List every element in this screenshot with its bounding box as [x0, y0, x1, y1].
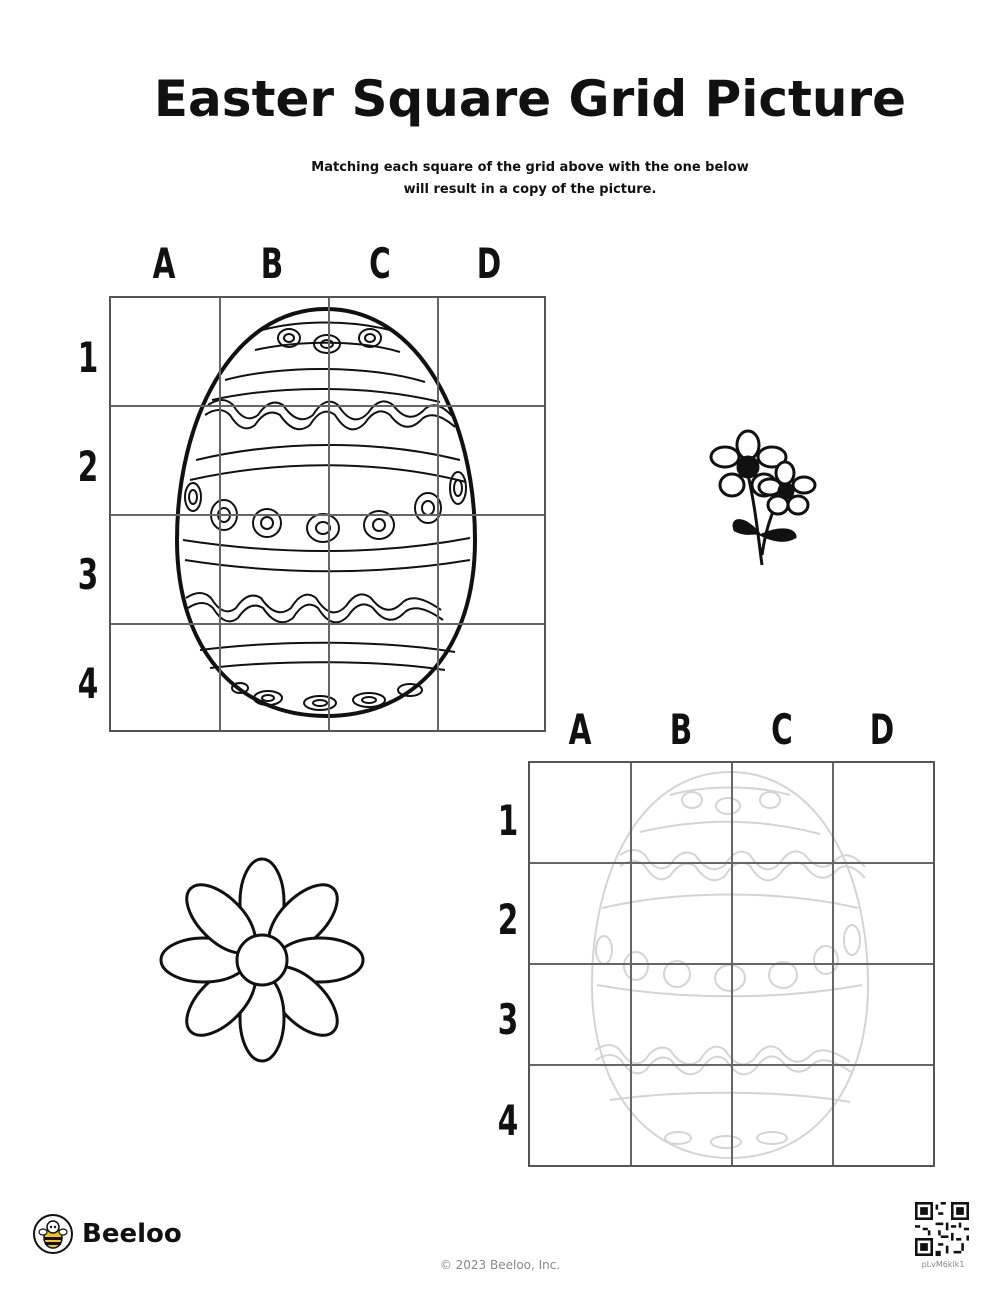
source-col-label-d: D [476, 239, 502, 288]
source-row-label-1: 1 [77, 333, 99, 382]
target-col-label-b: B [669, 705, 693, 754]
source-col-label-c: C [369, 239, 391, 288]
qr-code-icon [915, 1202, 969, 1256]
source-row-label-4: 4 [77, 659, 99, 708]
source-row-label-3: 3 [77, 550, 99, 599]
brand-logo [32, 1213, 182, 1255]
instructions-line-1: Matching each square of the grid above with the one below [311, 160, 749, 175]
bee-icon [32, 1213, 74, 1255]
target-grid [528, 761, 935, 1167]
brand-name: Beeloo [82, 1219, 182, 1249]
page-title: Easter Square Grid Picture [153, 70, 907, 128]
target-row-label-3: 3 [497, 995, 519, 1044]
worksheet-code: pLvM6klk1 [921, 1260, 965, 1269]
target-row-label-1: 1 [497, 796, 519, 845]
target-row-label-2: 2 [497, 895, 519, 944]
instructions-line-2: will result in a copy of the picture. [403, 182, 657, 197]
source-row-label-2: 2 [77, 442, 99, 491]
target-row-label-4: 4 [497, 1096, 519, 1145]
target-col-label-d: D [869, 705, 895, 754]
target-col-label-c: C [771, 705, 793, 754]
source-col-label-b: B [260, 239, 284, 288]
target-col-label-a: A [568, 705, 592, 754]
source-col-label-a: A [152, 239, 176, 288]
copyright: © 2023 Beeloo, Inc. [439, 1258, 561, 1272]
